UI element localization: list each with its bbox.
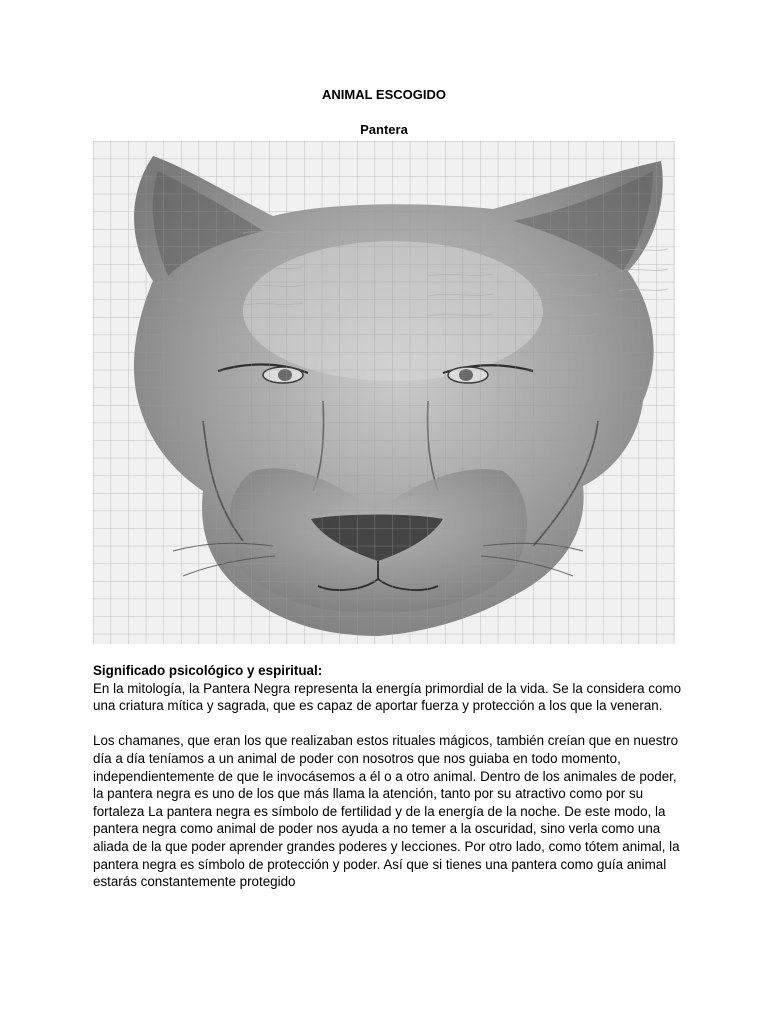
- panther-drawing-svg: [93, 141, 675, 644]
- paragraph-1: En la mitología, la Pantera Negra representa la energía primordial de la vida. Se la considera como una criatura mítica y sagrada, que es capaz de aportar fuerza y protección a los que la veneran.: [93, 680, 682, 714]
- body-text: [93, 662, 683, 891]
- panther-drawing-image: [93, 141, 675, 644]
- document-title: ANIMAL ESCOGIDO: [322, 87, 446, 102]
- document-subtitle: Pantera: [360, 122, 408, 137]
- grid-overlay: [93, 141, 675, 644]
- section-heading: Significado psicológico y espiritual:: [93, 663, 323, 678]
- paragraph-2: Los chamanes, que eran los que realizaban estos rituales mágicos, también creían que en nuestro día a día teníamos a un animal de poder con nosotros que nos guiaba en todo momento, independientemente de que le invocásemos a él o a otro animal. Dentro de los animales de poder, la pantera negra es uno de los que más llama la atención, tanto por su atractivo como por su fortaleza La pantera negra es símbolo de fertilidad y de la energía de la noche. De este modo, la pantera negra como animal de poder nos ayuda a no temer a la oscuridad, sino verla como una aliada de la que poder aprender grandes poderes y lecciones. Por otro lado, como tótem animal, la pantera negra es símbolo de protección y poder. Así que si tienes una pantera como guía animal estarás constantemente protegido: [93, 733, 680, 890]
